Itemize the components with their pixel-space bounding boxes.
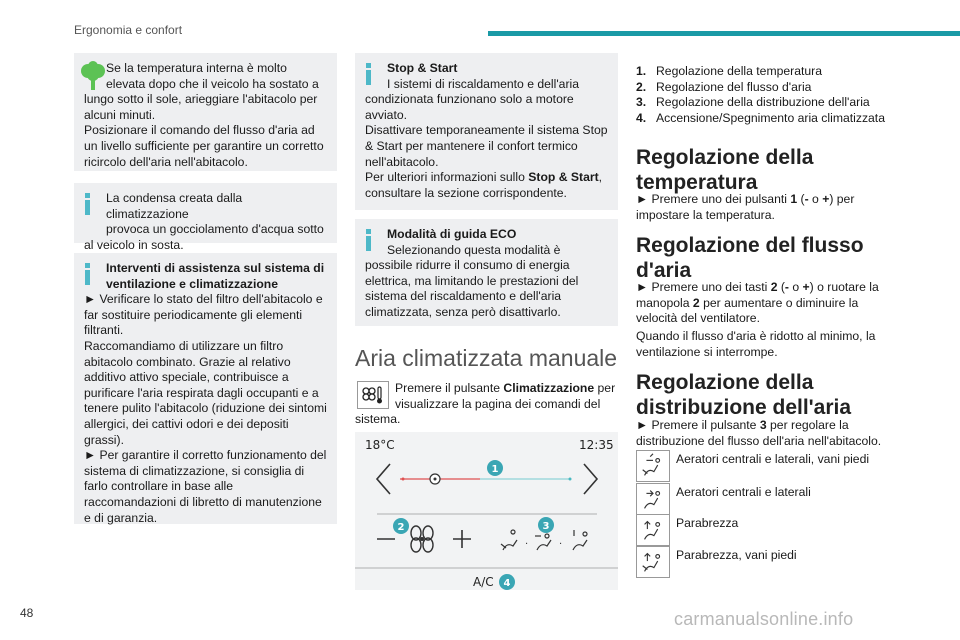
climate-button-icon — [357, 381, 389, 409]
list-item: 3. Regolazione della distribuzione dell'aria — [636, 95, 870, 110]
tip-box-heat — [74, 53, 337, 171]
info-icon — [84, 263, 91, 285]
box-text: al veicolo in sosta. — [84, 237, 184, 252]
info-box-maintenance — [74, 253, 337, 524]
box-line: La condensa creata dalla climatizzazione — [106, 191, 243, 221]
list-item: 2. Regolazione del flusso d'aria — [636, 79, 812, 94]
screen-time: 12:35 — [579, 438, 614, 452]
info-box-condensation — [74, 183, 337, 252]
svg-text:·: · — [559, 539, 563, 550]
box-title: ventilazione e climatizzazione — [106, 276, 279, 291]
svg-text:4: 4 — [503, 578, 511, 589]
watermark: carmanualsonline.info — [674, 609, 854, 629]
climate-screen — [355, 432, 618, 590]
windscreen-icon — [636, 514, 670, 546]
tree-icon — [80, 61, 106, 91]
fan-plus-icon[interactable] — [453, 530, 471, 548]
header-title: Ergonomia e confort — [74, 23, 183, 37]
box-text: condizionata funzionano solo a motore avviato. — [365, 92, 574, 122]
temperature-text: ► Premere uno dei pulsanti 1 (- o +) per impostare la temperatura. — [636, 192, 855, 222]
section-title-distribution: Regolazione della distribuzione dell'aria — [636, 371, 852, 419]
distribution-vents-icon[interactable] — [535, 534, 551, 550]
list-item: 1. Regolazione della temperatura — [636, 64, 822, 78]
list-item: 4. Accensione/Spegnimento aria climatizzata — [636, 110, 885, 125]
box-title: Stop & Start — [387, 61, 458, 75]
box-text: Raccomandiamo di utilizzare un filtro abitacolo combinato. Grazie al relativo additivo attivo speciale, contribuisce a purificare l'aria respirata dagli occupanti e a tenere pulito l'abitacolo (riduzione dei sintomi allergici, dei cattivi odori e dei depositi grassi). — [84, 338, 327, 447]
info-icon — [365, 63, 372, 85]
svg-text:3: 3 — [542, 521, 550, 532]
airflow-text-2: Quando il flusso d'aria è ridotto al minimo, la ventilazione si interrompe. — [636, 329, 876, 359]
info-box-eco — [355, 219, 618, 326]
intro-text: sistema. — [355, 412, 401, 426]
box-text: ► Per garantire il corretto funzionamento del sistema di climatizzazione, si consiglia di farlo controllare in base alle raccomandazioni di libretto di manutenzione e di garanzia. — [84, 448, 327, 525]
box-line: elevata dopo che il veicolo ha sostato a — [106, 76, 319, 91]
box-text: ► Verificare lo stato del filtro dell'abitacolo e far sostituire periodicamente gli elementi filtranti. — [84, 292, 323, 338]
ac-button-label[interactable]: A/C — [473, 575, 494, 589]
box-text: possibile ridurre il consumo di energia elettrica, ma limitando le prestazioni del sistema del riscaldamento e dell'aria climatizzata, senza però disattivarlo. — [365, 258, 579, 319]
controls-legend-list — [636, 64, 885, 126]
intro-text: Premere il pulsante Climatizzazione per visualizzare la pagina dei comandi del — [395, 381, 616, 411]
box-line: Selezionando questa modalità è — [387, 242, 561, 257]
box-text: Posizionare il comando del flusso d'aria ad un livello sufficiente per garantire un corretto ricircolo dell'aria nell'abitacolo. — [84, 123, 324, 169]
distribution-feet-icon[interactable] — [501, 530, 517, 550]
box-title: Interventi di assistenza sul sistema di — [106, 261, 325, 275]
info-box-stop-start — [355, 53, 618, 210]
screen-temperature: 18°C — [365, 438, 395, 452]
vents-icon — [636, 483, 670, 515]
info-icon — [84, 193, 91, 215]
vents-feet-icon — [636, 450, 670, 482]
svg-text:1: 1 — [491, 464, 499, 475]
chevron-right-icon[interactable] — [584, 464, 597, 494]
svg-text:·: · — [525, 539, 529, 550]
box-line: provoca un gocciolamento d'acqua sotto — [106, 222, 324, 237]
box-text: Per ulteriori informazioni sullo Stop & Start, consultare la sezione corrispondente. — [365, 170, 603, 200]
distribution-windscreen-icon[interactable] — [573, 530, 587, 550]
section-title-airflow: Regolazione del flusso d'aria — [636, 234, 864, 282]
box-title: Modalità di guida ECO — [387, 227, 517, 241]
box-text: Disattivare temporaneamente il sistema Stop & Start per mantenere il confort termico nell'abitacolo. — [365, 123, 608, 169]
info-icon — [365, 229, 372, 251]
box-text: lungo sotto il sole, arieggiare l'abitacolo per alcuni minuti. — [84, 92, 318, 122]
section-title-temperature: Regolazione della temperatura — [636, 146, 814, 194]
svg-text:2: 2 — [397, 522, 405, 533]
box-line: I sistemi di riscaldamento e dell'aria — [387, 76, 579, 91]
windscreen-feet-icon — [636, 546, 670, 578]
distribution-text: ► Premere il pulsante 3 per regolare la distribuzione del flusso dell'aria nell'abitacolo. — [636, 418, 882, 448]
page-number: 48 — [20, 606, 34, 620]
chevron-left-icon[interactable] — [377, 464, 390, 494]
header-accent-bar — [488, 31, 960, 36]
fan-icon — [411, 526, 433, 552]
airflow-text: ► Premere uno dei tasti 2 (- o +) o ruotare la manopola 2 per aumentare o diminuire la velocità del ventilatore. — [636, 280, 879, 326]
section-title-manual-ac: Aria climatizzata manuale — [355, 345, 618, 371]
box-line: Se la temperatura interna è molto — [106, 61, 287, 75]
